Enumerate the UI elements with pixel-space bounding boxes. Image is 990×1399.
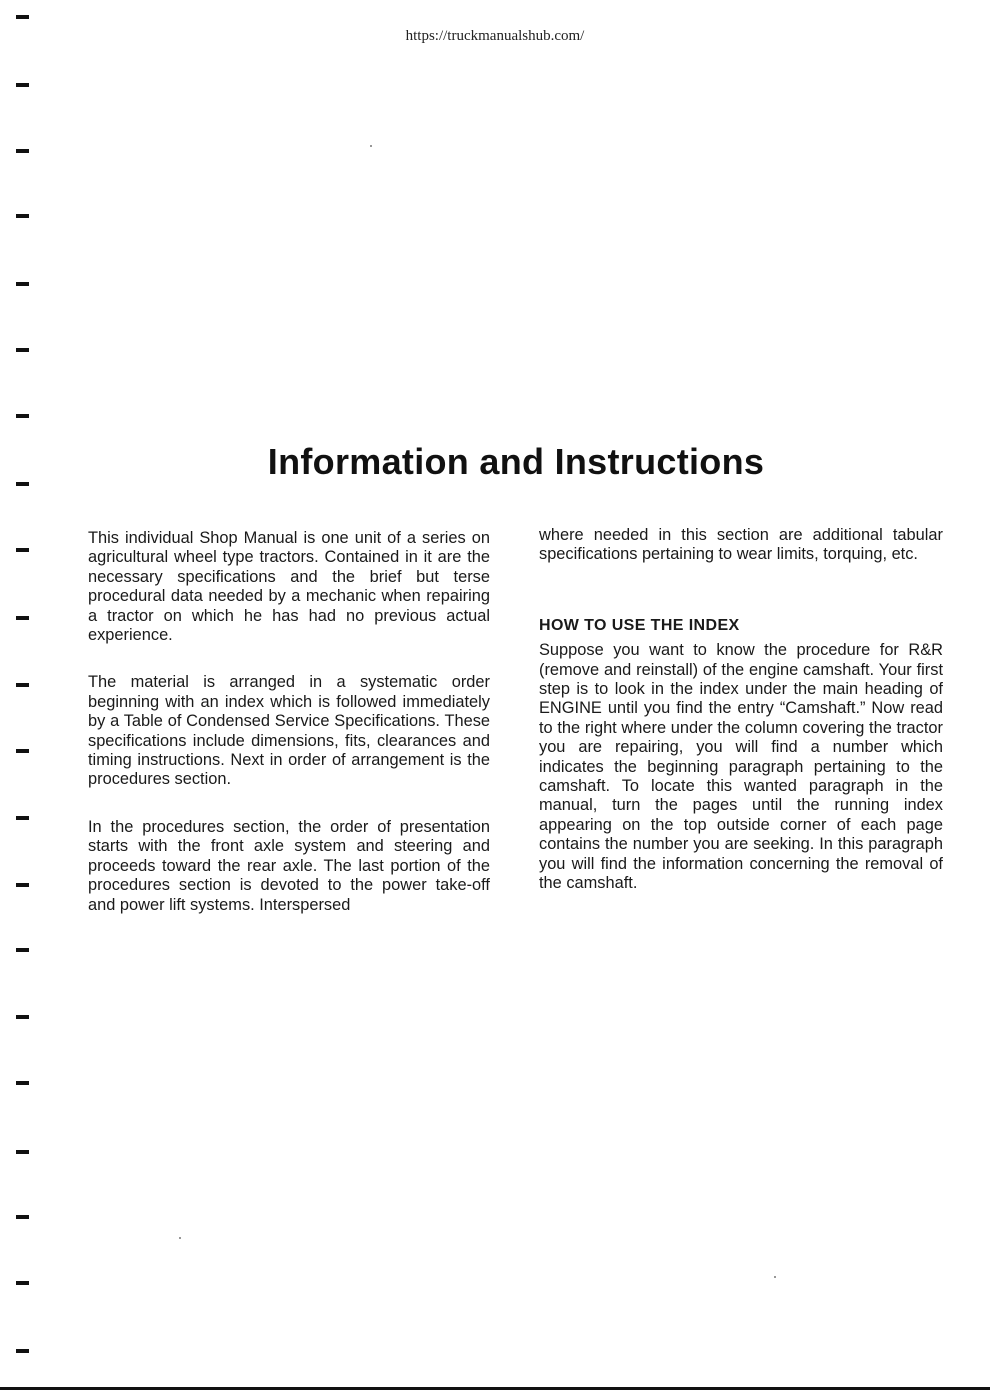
header-url[interactable]: https://truckmanualshub.com/ — [405, 28, 585, 44]
margin-tick — [16, 1015, 29, 1019]
margin-tick — [16, 616, 29, 620]
margin-tick — [16, 548, 29, 552]
binding-margin-marks — [0, 0, 30, 1399]
margin-tick — [16, 348, 29, 352]
continuation-paragraph: where needed in this section are additional tabular specifications pertaining to wear limits, torquing, etc. — [539, 526, 943, 564]
scan-speck — [179, 1237, 181, 1239]
margin-tick — [16, 15, 29, 19]
margin-tick — [16, 816, 29, 820]
left-column — [88, 529, 490, 915]
right-column — [539, 526, 943, 894]
margin-tick — [16, 948, 29, 952]
margin-tick — [16, 214, 29, 218]
scan-speck — [774, 1276, 776, 1278]
margin-tick — [16, 149, 29, 153]
procedures-paragraph: In the procedures section, the order of presentation starts with the front axle system and steering and proceeds toward the rear axle. The last portion of the procedures section is devoted to the power take-off and power lift systems. Interspersed — [88, 817, 490, 914]
margin-tick — [16, 1215, 29, 1219]
margin-tick — [16, 1349, 29, 1353]
margin-tick — [16, 414, 29, 418]
margin-tick — [16, 83, 29, 87]
margin-tick — [16, 1150, 29, 1154]
bottom-rule — [0, 1387, 990, 1390]
section-heading-index: HOW TO USE THE INDEX — [539, 616, 740, 634]
arrangement-paragraph: The material is arranged in a systematic order beginning with an index which is followed immediately by a Table of Condensed Service Specifications. These specifications include dimensions, fits, clearances and timing instructions. Next in order of arrangement is the procedures section. — [88, 673, 490, 789]
index-instructions-paragraph: Suppose you want to know the procedure for R&R (remove and reinstall) of the engine camshaft. Your first step is to look in the index under the main heading of ENGINE until you find the entry “Camshaft.” Now read to the right where under the column covering the tractor you are repairing, you will find a number which indicates the beginning paragraph pertaining to the camshaft. To locate this wanted paragraph in the manual, turn the pages until the running index appearing on the top outside corner of each page contains the number you are seeking. In this paragraph you will find the information concerning the removal of the camshaft. — [539, 641, 943, 893]
margin-tick — [16, 282, 29, 286]
margin-tick — [16, 1281, 29, 1285]
margin-tick — [16, 883, 29, 887]
intro-paragraph: This individual Shop Manual is one unit of a series on agricultural wheel type tractors. Contained in it are the necessary specifications and the brief but terse procedural data needed by a mechanic when repairing a tractor on which he has had no previous actual experience. — [88, 529, 490, 645]
page-title: Information and Instructions — [267, 441, 765, 482]
margin-tick — [16, 749, 29, 753]
margin-tick — [16, 1081, 29, 1085]
margin-tick — [16, 683, 29, 687]
scan-speck — [370, 145, 372, 147]
